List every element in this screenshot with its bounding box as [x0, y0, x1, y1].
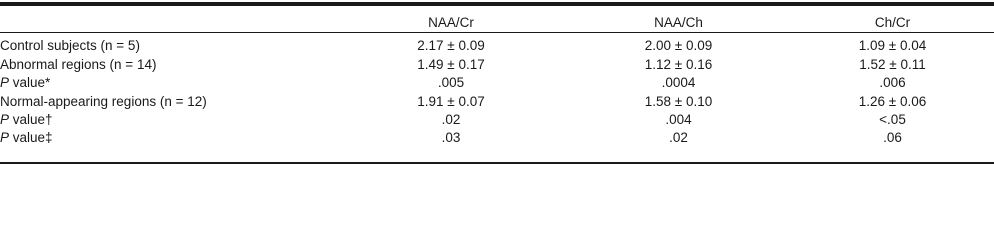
row-label — [0, 111, 300, 129]
row-label-prefix: P — [0, 112, 10, 127]
cell-ch-cr: 1.09 ± 0.04 — [858, 38, 927, 54]
cell-ch-cr: <.05 — [879, 112, 906, 127]
header-row — [0, 0, 994, 34]
row-label — [0, 92, 300, 110]
cell-naa-ch: .004 — [665, 112, 692, 127]
cell-naa-ch: .02 — [669, 130, 688, 146]
row-label-text: Control subjects (n = 5) — [0, 38, 140, 54]
cell-ch-cr: .06 — [883, 130, 902, 146]
row-label — [0, 37, 300, 55]
table-row — [0, 129, 994, 147]
cell-naa-ch: 1.58 ± 0.10 — [644, 93, 713, 109]
column-header-naa-cr: NAA/Cr — [428, 15, 474, 31]
row-label-text: value* — [9, 75, 51, 91]
cell-naa-cr: .03 — [441, 130, 461, 146]
table-bottom-rule — [0, 162, 994, 164]
row-label-prefix: P — [0, 130, 10, 146]
cell-naa-cr: 2.17 ± 0.09 — [417, 38, 485, 54]
row-label-text: Normal-appearing regions (n = 12) — [0, 93, 207, 109]
cell-naa-ch: 2.00 ± 0.09 — [644, 38, 713, 54]
column-header-ch-cr: Ch/Cr — [874, 15, 911, 31]
table-row — [0, 74, 994, 92]
cell-ch-cr: 1.26 ± 0.06 — [858, 93, 927, 109]
row-label — [0, 55, 300, 73]
row-label-prefix: P — [0, 75, 10, 91]
cell-naa-cr: 1.91 ± 0.07 — [417, 93, 485, 109]
row-label-text: Abnormal regions (n = 14) — [0, 56, 157, 72]
column-header-naa-ch: NAA/Ch — [654, 15, 703, 31]
table-row — [0, 37, 994, 55]
row-label — [0, 74, 300, 92]
cell-naa-cr: .02 — [441, 112, 461, 127]
column-header-row-label — [0, 0, 300, 34]
cell-naa-cr: 1.49 ± 0.17 — [417, 56, 485, 72]
cell-naa-ch: 1.12 ± 0.16 — [644, 56, 713, 72]
cell-naa-cr: .005 — [437, 75, 465, 91]
cell-ch-cr: 1.52 ± 0.11 — [859, 56, 926, 72]
table-row — [0, 92, 994, 110]
row-label-text: value‡ — [9, 130, 53, 146]
cell-ch-cr: .006 — [879, 75, 906, 91]
row-label — [0, 129, 300, 147]
table-row — [0, 55, 994, 73]
row-label-text: value† — [9, 112, 53, 127]
cell-naa-ch: .0004 — [661, 75, 696, 91]
table-row — [0, 111, 994, 129]
